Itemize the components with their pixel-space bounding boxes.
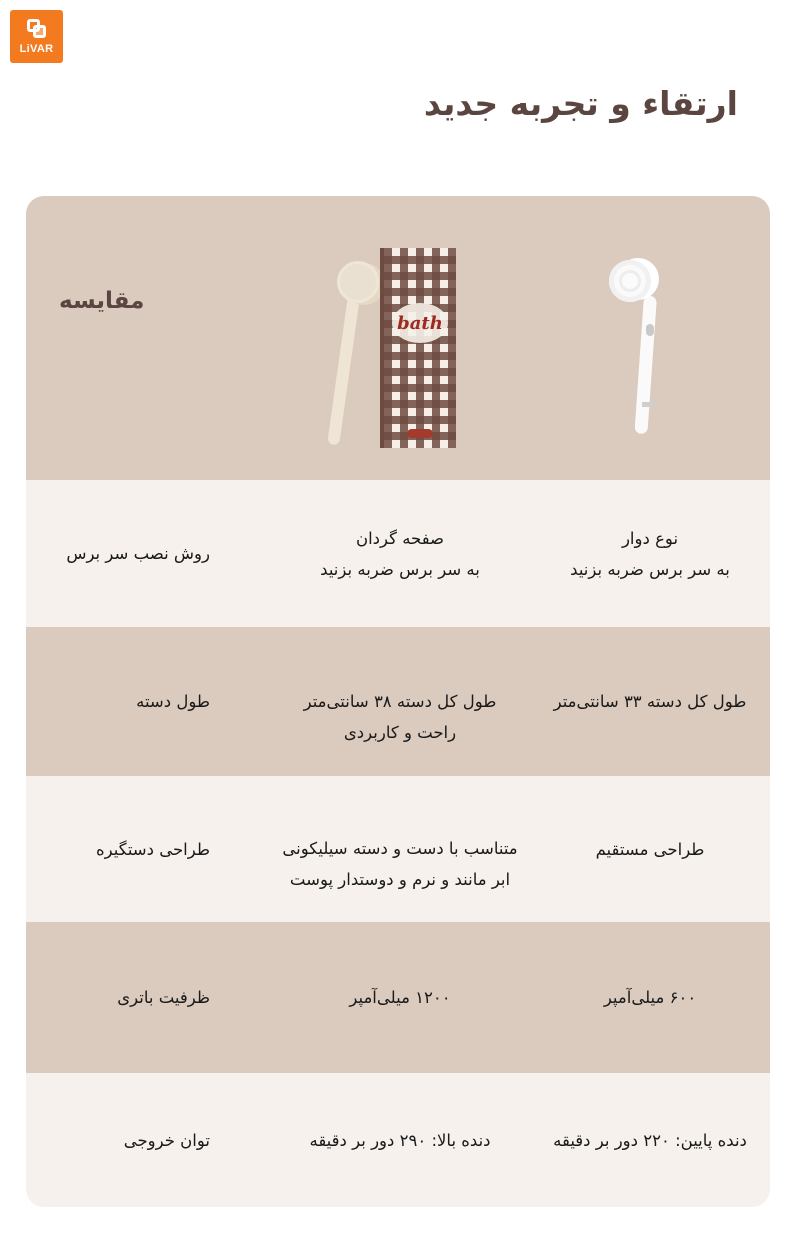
table-row-grip-design — [26, 776, 770, 922]
beige-brush-head-shape — [337, 261, 379, 303]
row-label-text: توان خروجی — [123, 1130, 210, 1150]
box-tag-shape — [407, 429, 433, 438]
checkered-box-shape — [384, 248, 456, 448]
table-row-battery-capacity — [26, 922, 770, 1073]
white-brush-band-shape — [642, 402, 656, 407]
cell-line: نوع دوار — [621, 528, 679, 548]
white-brush-head-shape — [609, 260, 651, 302]
comparison-header-label: مقایسه — [59, 288, 145, 314]
cell-line: متناسب با دست و دسته سیلیکونی — [282, 839, 518, 858]
cell-right — [530, 922, 770, 1073]
cell-right — [530, 480, 770, 627]
cell-line: دنده پایین: ۲۲۰ دور بر دقیقه — [553, 1130, 747, 1150]
page-title: ارتقاء و تجربه جدید — [423, 84, 738, 123]
row-label-text: روش نصب سر برس — [66, 544, 210, 563]
row-label — [56, 1073, 210, 1207]
cell-line: راحت و کاربردی — [343, 722, 457, 742]
cell-middle — [270, 776, 530, 922]
cell-line: به سر برس ضربه بزنید — [570, 559, 730, 579]
row-label-text: طول دسته — [136, 692, 210, 711]
cell-line: ۶۰۰ میلی‌آمپر — [603, 988, 697, 1007]
beige-brush-handle-shape — [327, 295, 360, 445]
cell-right — [530, 627, 770, 776]
cell-line: صفحه گردان — [355, 528, 445, 548]
row-label-text: طراحی دستگیره — [95, 839, 210, 859]
logo-text: LiVAR — [19, 43, 54, 55]
table-row-output-power — [26, 1073, 770, 1207]
cell-middle — [270, 922, 530, 1073]
cell-middle — [270, 480, 530, 627]
cell-middle — [270, 627, 530, 776]
row-label — [56, 776, 210, 922]
row-label — [56, 480, 210, 627]
cell-middle — [270, 1073, 530, 1207]
comparison-table — [26, 196, 770, 1207]
row-label — [56, 922, 210, 1073]
cell-line: ۱۲۰۰ میلی‌آمپر — [349, 988, 451, 1007]
comparison-header-row — [26, 196, 770, 480]
white-brush-handle-shape — [634, 296, 657, 435]
cell-line: طول کل دسته ۳۳ سانتی‌متر — [553, 692, 747, 711]
cell-right — [530, 1073, 770, 1207]
table-row-brush-head-install — [26, 480, 770, 627]
cell-line: دنده بالا: ۲۹۰ دور بر دقیقه — [309, 1130, 491, 1150]
cell-line: به سر برس ضربه بزنید — [320, 559, 480, 579]
livar-logo[interactable] — [10, 10, 63, 63]
white-brush-button-shape — [646, 324, 654, 336]
cell-right — [530, 776, 770, 922]
box-bath-label: bath — [392, 303, 448, 343]
row-label-text: ظرفیت باتری — [117, 988, 210, 1007]
table-row-handle-length — [26, 627, 770, 776]
logo-mark-icon — [26, 18, 48, 40]
cell-line: ابر مانند و نرم و دوستدار پوست — [289, 870, 511, 889]
cell-line: طراحی مستقیم — [595, 839, 705, 859]
cell-line: طول کل دسته ۳۸ سانتی‌متر — [303, 691, 497, 711]
row-label — [56, 627, 210, 776]
